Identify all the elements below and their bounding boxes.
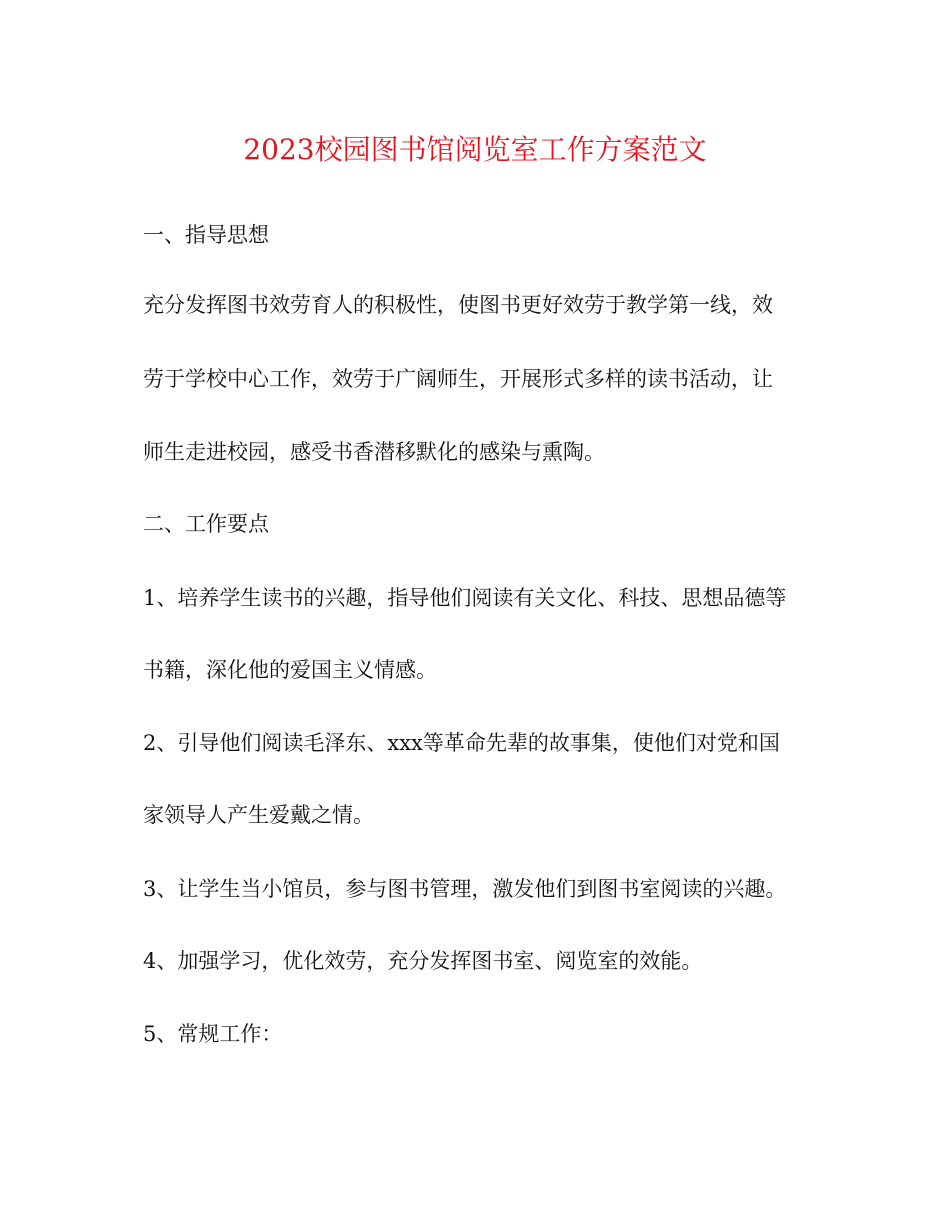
paragraph-line: 劳于学校中心工作，效劳于广阔师生，开展形式多样的读书活动，让 bbox=[143, 367, 773, 391]
paragraph-line: 师生走进校园，感受书香潜移默化的感染与熏陶。 bbox=[143, 440, 605, 464]
list-item-line: 4、加强学习，优化效劳，充分发挥图书室、阅览室的效能。 bbox=[143, 949, 703, 973]
document-title: 2023校园图书馆阅览室工作方案范文 bbox=[243, 133, 707, 166]
list-item-line: 书籍，深化他的爱国主义情感。 bbox=[143, 658, 437, 682]
list-item-line: 1、培养学生读书的兴趣，指导他们阅读有关文化、科技、思想品德等 bbox=[143, 586, 787, 610]
section-heading-guiding-ideology: 一、指导思想 bbox=[143, 223, 269, 247]
list-item-line: 3、让学生当小馆员，参与图书管理，激发他们到图书室阅读的兴趣。 bbox=[143, 877, 787, 901]
list-item-line: 家领导人产生爱戴之情。 bbox=[143, 803, 374, 827]
paragraph-line: 充分发挥图书效劳育人的积极性，使图书更好效劳于教学第一线，效 bbox=[143, 293, 773, 317]
list-item-line: 2、引导他们阅读毛泽东、xxx等革命先辈的故事集，使他们对党和国 bbox=[143, 731, 780, 755]
list-item-line: 5、常规工作： bbox=[143, 1022, 283, 1046]
section-heading-work-points: 二、工作要点 bbox=[143, 512, 269, 536]
